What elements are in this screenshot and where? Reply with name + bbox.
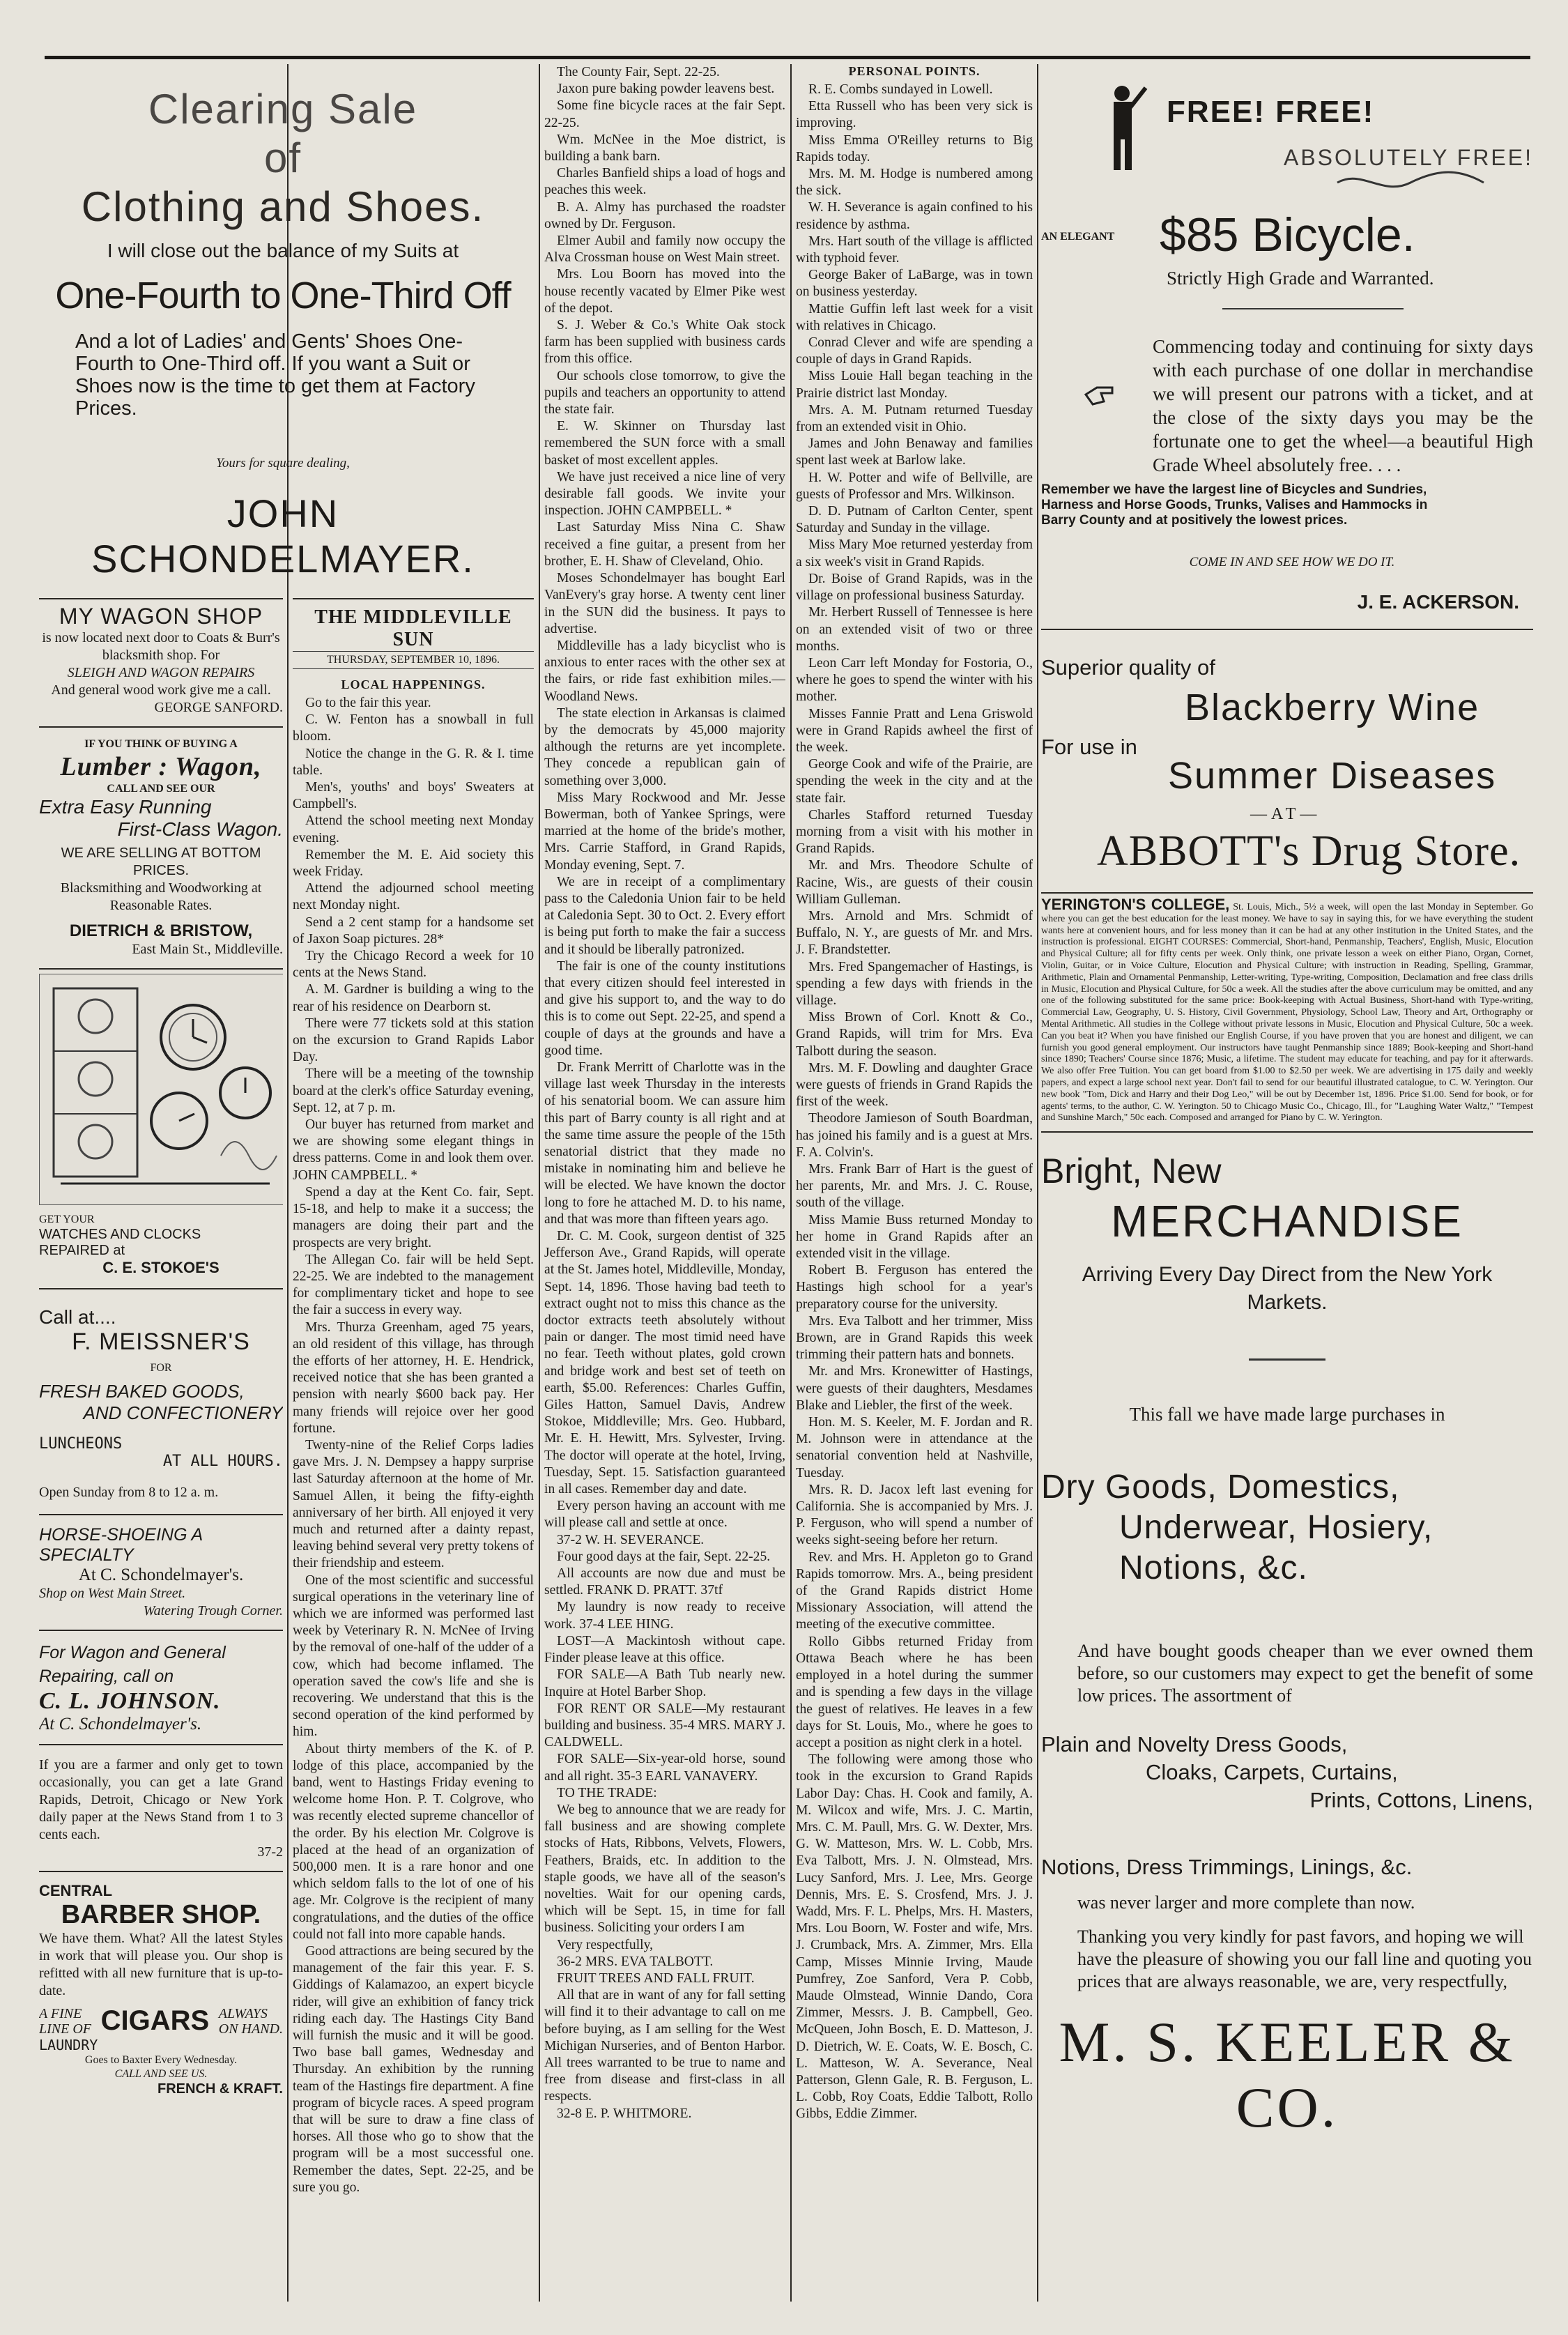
pointing-hand-icon <box>1083 378 1115 410</box>
college-ad <box>1041 894 1533 1131</box>
wine-title: Blackberry Wine <box>1185 687 1480 728</box>
news-paragraph: Miss Louie Hall began teaching in the Prairie district last Monday. <box>796 369 1033 401</box>
meissner-line: Open Sunday from 8 to 12 a. m. <box>39 1485 219 1500</box>
meissner-line: Call at.... <box>39 1306 116 1328</box>
flourish-icon <box>1334 169 1487 197</box>
news-paragraph: A. M. Gardner is building a wing to the rear of his residence on Dearborn st. <box>293 982 534 1014</box>
bicycle-body: Commencing today and continuing for sixty days with each purchase of one dollar in merchandise we will present our patrons with a ticket, and at the close of the sixty days you may be the fortunate one to get the wheel—a beautiful High Grade Wheel absolutely free. . . . <box>1153 336 1533 475</box>
news-paragraph: H. W. Potter and wife of Bellville, are guests of Professor and Mrs. Wilkinson. <box>796 470 1033 502</box>
news-paragraph: Very respectfully, <box>557 1937 654 1952</box>
news-paragraph: Mr. and Mrs. Kronewitter of Hastings, were guests of their daughters, Mesdames Blake and Liebler, the first of the week. <box>796 1364 1033 1413</box>
lumber-name: DIETRICH & BRISTOW, <box>69 921 253 940</box>
news-paragraph: Mr. Herbert Russell of Tennessee is here on an extended visit of two or three months. <box>796 605 1033 654</box>
news-paragraph: Our buyer has returned from market and we are showing some elegant things in dress patterns. Come in and look them over. JOHN CAMPBELL. * <box>293 1117 534 1183</box>
news-paragraph: Mattie Guffin left last week for a visit with relatives in Chicago. <box>796 301 1033 333</box>
news-paragraph: Mrs. Hart south of the village is afflicted with typhoid fever. <box>796 234 1033 266</box>
dry-goods-line: Dry Goods, Domestics, <box>1041 1469 1400 1506</box>
lumber-address: East Main St., Middleville. <box>132 942 283 957</box>
johnson-ad <box>39 1630 283 1738</box>
bright-new: Bright, New <box>1041 1151 1222 1191</box>
news-paragraph: Charles Stafford returned Tuesday morning from a visit with his mother in Grand Rapids. <box>796 807 1033 857</box>
meissner-ad <box>39 1288 283 1514</box>
arriving-line: Arriving Every Day Direct from the New York Markets. <box>1082 1263 1493 1315</box>
absolutely-free: ABSOLUTELY FREE! <box>1283 145 1533 170</box>
masthead: THE MIDDLEVILLE SUN <box>314 606 512 650</box>
right-ad-column <box>1041 64 1533 2314</box>
wagon-shop-line: is now located next door to Coats & Burr's blacksmith shop. For <box>42 630 280 663</box>
news-paragraph: Miss Mary Moe returned yesterday from a six week's visit in Grand Rapids. <box>796 537 1033 569</box>
news-paragraph: Miss Brown of Corl. Knott & Co., Grand Rapids, will trim for Mrs. Eva Talbott during the season. <box>796 1010 1033 1059</box>
clearing-sub: I will close out the balance of my Suits at <box>107 240 459 261</box>
wine-diseases: Summer Diseases <box>1168 755 1497 797</box>
wagon-shop-title: MY WAGON SHOP <box>59 604 263 629</box>
wine-line: Superior quality of <box>1041 655 1215 680</box>
news-paragraph: C. W. Fenton has a snowball in full bloom. <box>293 712 534 744</box>
wagon-shop-repairs: SLEIGH AND WAGON REPAIRS <box>67 665 255 680</box>
clearing-discount: One-Fourth to One-Third Off <box>55 275 511 316</box>
barber-line: CENTRAL <box>39 1882 113 1899</box>
news-paragraph: 36-2 MRS. EVA TALBOTT. <box>557 1954 714 1969</box>
news-paragraph: Mrs. Fred Spangemacher of Hastings, is spending a few days with friends in the village. <box>796 959 1033 1008</box>
local-happenings-text <box>293 695 534 2196</box>
clearing-signature: JOHN SCHONDELMAYER. <box>91 491 475 581</box>
clearing-heading-1: Clearing Sale <box>148 86 418 132</box>
local-happenings-column <box>293 598 534 2314</box>
news-paragraph: Rev. and Mrs. H. Appleton go to Grand Rapids tomorrow. Mrs. A., being president of the Grand Rapids district Home Missionary Association, will attend the meeting of the executive committee. <box>796 1549 1033 1632</box>
news-paragraph: FOR SALE—A Bath Tub nearly new. Inquire at Hotel Barber Shop. <box>544 1667 785 1699</box>
barber-line: Goes to Baxter Every Wednesday. <box>84 2054 238 2066</box>
news-paragraph: Elmer Aubil and family now occupy the Alva Crossman house on West Main street. <box>544 234 785 266</box>
news-paragraph: All that are in want of any for fall setting will find it to their advantage to call on me before buying, as I am selling for the West Michigan Nurseries, and of Benton Harbor. All trees warranted to be true to name and free from disease and first-class in all respects. <box>544 1988 785 2104</box>
personal-points-heading: PERSONAL POINTS. <box>848 64 981 78</box>
news-paragraph: Spend a day at the Kent Co. fair, Sept. 15-18, and help to make it a success; the managers are doing their part and the prospects are very bright. <box>293 1184 534 1250</box>
news-paragraph: Men's, youths' and boys' Sweaters at Campbell's. <box>293 780 534 812</box>
news-paragraph: Attend the adjourned school meeting next Monday night. <box>293 881 534 913</box>
meissner-for: FOR <box>150 1362 172 1374</box>
news-paragraph: Mrs. A. M. Putnam returned Tuesday from an extended visit in Ohio. <box>796 402 1033 435</box>
news-paragraph: Mrs. Frank Barr of Hart is the guest of her parents, Mr. and Mrs. J. C. Rouse, south of the village. <box>796 1162 1033 1211</box>
clearing-yours: Yours for square dealing, <box>216 456 350 470</box>
horse-line: HORSE-SHOEING A SPECIALTY <box>39 1525 203 1565</box>
wine-at: —AT— <box>1250 805 1321 823</box>
free-heading: FREE! FREE! <box>1167 95 1375 129</box>
news-paragraph: Rollo Gibbs returned Friday from Ottawa Beach where he has been employed in a hotel during the summer and is spending a few days in the village the guest of relatives. He leaves in a few days for St. Louis, Mo., where he goes to accept a position as night clerk in a hotel. <box>796 1634 1033 1750</box>
bicycle-remember: Remember we have the largest line of Bicycles and Sundries, Harness and Horse Goods, Trunks, Valises and Hammocks in Barry County and at positively the lowest prices. <box>1041 482 1428 528</box>
news-paragraph: D. D. Putnam of Carlton Center, spent Saturday and Sunday in the village. <box>796 504 1033 536</box>
news-paragraph: Middleville has a lady bicyclist who is anxious to enter races with the other sex at the fairs, or ride fast exhibition miles.—Woodland News. <box>544 638 785 704</box>
thanks-line: Thanking you very kindly for past favors, and hoping we will have the pleasure of showing you our fall line and quoting you prices that are always reasonable, we are, very respectfully, <box>1077 1927 1532 1992</box>
column-rule <box>539 64 540 2302</box>
news-paragraph: Mrs. M. M. Hodge is numbered among the sick. <box>796 167 1033 199</box>
news-paragraph: Mrs. M. F. Dowling and daughter Grace were guests of friends in Grand Rapids the first of the week. <box>796 1060 1033 1110</box>
column-rule <box>790 64 792 2302</box>
news-paragraph: B. A. Almy has purchased the roadster owned by Dr. Ferguson. <box>544 199 785 231</box>
wagon-shop-line: And general wood work give me a call. <box>51 682 271 698</box>
news-paragraph: FOR SALE—Six-year-old horse, sound and all right. 35-3 EARL VANAVERY. <box>544 1752 785 1784</box>
bicycle-heading: $85 Bicycle. <box>1160 208 1415 261</box>
news-paragraph: All accounts are now due and must be settled. FRANK D. PRATT. 37tf <box>544 1566 785 1598</box>
elegant-label: AN ELEGANT <box>1041 231 1115 243</box>
news-paragraph: LOST—A Mackintosh without cape. Finder please leave at this office. <box>544 1633 785 1666</box>
wagon-shop-ad <box>39 598 283 721</box>
cigar-text: LINE OF <box>39 2021 91 2037</box>
personal-points-text <box>796 82 1033 2123</box>
barber-line: CALL AND SEE US. <box>114 2068 208 2080</box>
news-paragraph: Hon. M. S. Keeler, M. F. Jordan and R. M. Johnson were in attendance at the senatorial convention held at Nashville, Tuesday. <box>796 1415 1033 1480</box>
bicycle-come: COME IN AND SEE HOW WE DO IT. <box>1189 555 1395 569</box>
news-paragraph: Mrs. R. D. Jacox left last evening for California. She is accompanied by Mrs. J. P. Ferguson, who will spend a number of weeks sight-seeing before her return. <box>796 1482 1033 1548</box>
news-paragraph: There will be a meeting of the township board at the clerk's office Saturday evening, Sept. 12, at 7 p. m. <box>293 1066 534 1115</box>
news-paragraph: Wm. McNee in the Moe district, is building a bank barn. <box>544 132 785 164</box>
cigars-row <box>39 2005 283 2037</box>
news-paragraph: Every person having an account with me will please call and settle at once. <box>544 1499 785 1531</box>
cigars-word: CIGARS <box>100 2005 210 2036</box>
news-paragraph: About thirty members of the K. of P. lodge of this place, accompanied by the band, went to Hastings Friday evening to welcome home Hon. P. T. Colgrove, who was recently elected supreme chancellor of the order. By his election Mr. Colgrove is placed at the head of an organization of 500,000 men. It is a rare honor and one which seldom falls to the lot of one of his age. Mr. Colgrove is the recipient of many congratulations, and the duties of the office could not fall into more capable hands. <box>293 1741 534 1942</box>
wagon-shop-signature: GEORGE SANFORD. <box>154 700 283 715</box>
news-paragraph: The County Fair, Sept. 22-25. <box>557 65 720 79</box>
news-paragraph: Robert B. Ferguson has entered the Hastings high school for a year's preparatory course for the university. <box>796 1263 1033 1312</box>
johnson-name: C. L. JOHNSON. <box>39 1688 221 1714</box>
lumber-line: Extra Easy Running <box>39 796 212 818</box>
meissner-line: AND CONFECTIONERY <box>83 1402 283 1423</box>
crier-figure-icon <box>1100 84 1148 174</box>
barber-title: BARBER SHOP. <box>61 1900 261 1929</box>
barber-body: We have them. What? All the latest Styles in work that will please you. Our shop is refitted with all new furniture that is up-to-date. <box>39 1931 283 1998</box>
news-paragraph: One of the most scientific and successful surgical operations in the veterinary line of which we are informed was performed last week by Veterinary R. N. McNee of Irving by the removal of one-half of the udder of a cow, which had become inflamed. The operation saved the cow's life and she is recovering. We understand that this is the second operation of the kind performed by him. <box>293 1572 534 1740</box>
news-paragraph: Moses Schondelmayer has bought Earl VanEvery's gray horse. A twenty cent liner in the SUN did the business. It pays to advertise. <box>544 571 785 636</box>
news-paragraph: Remember the M. E. Aid society this week Friday. <box>293 847 534 880</box>
news-paragraph: Mrs. Arnold and Mrs. Schmidt of Buffalo, N. Y., are guests of Mr. and Mrs. J. F. Brandstetter. <box>796 908 1033 958</box>
news-paragraph: Twenty-nine of the Relief Corps ladies gave Mrs. J. N. Dempsey a happy surprise last Saturday afternoon at the home of Mr. Samuel Allen, it being the fifty-eighth anniversary of her birth. All enjoyed it very much and returned after a dainty repast, leaving behind several very pretty tokens of their friendship and esteem. <box>293 1437 534 1571</box>
news-paragraph: Mrs. Thurza Greenham, aged 75 years, an old resident of this village, has through the efforts of her attorney, H. E. Hendrick, received notice that she has been granted a pension with nearly $600 back pay. Her many friends will rejoice over her good fortune. <box>293 1319 534 1436</box>
bicycle-signature: J. E. ACKERSON. <box>1357 591 1519 613</box>
news-paragraph: S. J. Weber & Co.'s White Oak stock farm has been supplied with business cards from this office. <box>544 318 785 367</box>
news-paragraph: Mr. and Mrs. Theodore Schulte of Racine, Wis., are guests of their cousin William Gulleman. <box>796 858 1033 907</box>
keeler-signature: M. S. KEELER & CO. <box>1059 2010 1516 2140</box>
local-notes-column <box>544 64 785 2314</box>
news-paragraph: George Cook and wife of the Prairie, are spending the week in the city and at the state fair. <box>796 757 1033 806</box>
lumber-line: IF YOU THINK OF BUYING A <box>84 738 238 750</box>
news-paragraph: Miss Mamie Buss returned Monday to her home in Grand Rapids after an extended visit in the village. <box>796 1212 1033 1262</box>
lumber-line: Blacksmithing and Woodworking at Reasonable Rates. <box>60 880 262 913</box>
farmer-ad <box>39 1744 283 1865</box>
news-paragraph: Notice the change in the G. R. & I. time table. <box>293 746 534 778</box>
news-paragraph: Leon Carr left Monday for Fostoria, O., where he goes to spend the winter with his mother. <box>796 655 1033 705</box>
meissner-line: FRESH BAKED GOODS, <box>39 1381 245 1402</box>
news-paragraph: We beg to announce that we are ready for fall business and are showing complete stocks of Hats, Ribbons, Velvets, Flowers, Feathers, Braids, etc. In addition to the staple goods, we have all of the season's novelties. Wait for our opening cards, which will be Sept. 15, in time for fall business. Soliciting your orders I am <box>544 1802 785 1936</box>
dry-goods-line: Notions, &c. <box>1119 1549 1308 1587</box>
cigar-text: A FINE <box>39 2005 82 2021</box>
lumber-line: WE ARE SELLING AT BOTTOM PRICES. <box>61 845 261 878</box>
news-paragraph: My laundry is now ready to receive work. 37-4 LEE HING. <box>544 1600 785 1632</box>
meissner-name: F. MEISSNER'S <box>72 1329 250 1355</box>
news-paragraph: Dr. C. M. Cook, surgeon dentist of 325 Jefferson Ave., Grand Rapids, will operate at the St. James hotel, Middleville, Monday, Sept. 14, 1896. Those having bad teeth to extract ought not to miss this chance as the doctor extracts teeth absolutely without pain or danger. The most timid need have no fear. Teeth without plates, gold crown and bridge work and best set of teeth on earth, $5.00. References: Charles Guffin, Giles Hatton, Samuel Davis, Andrew Stokoe, Middleville; Mrs. Geo. Hubbard, Mr. E. H. Hewitt, Mrs. Sylvester, Irving. The doctor will operate at the hotel, Irving, Tuesday, Sept. 15. Satisfaction guaranteed in all cases. Remember day and date. <box>544 1229 785 1497</box>
cigar-text: ON HAND. <box>218 2021 283 2037</box>
news-paragraph: 32-8 E. P. WHITMORE. <box>557 2106 692 2121</box>
news-paragraph: R. E. Combs sundayed in Lowell. <box>808 82 993 97</box>
news-paragraph: Mrs. Lou Boorn has moved into the house recently vacated by Elmer Pike west of the depot. <box>544 267 785 316</box>
news-paragraph: The fair is one of the county institutions that every citizen should feel interested in and give his support to, and the way to do this is to come out Sept. 22-25, and spend a couple of days at the grounds and have a good time. <box>544 958 785 1058</box>
watch-line: GET YOUR <box>39 1214 95 1225</box>
lumber-line: First-Class Wagon. <box>117 818 283 840</box>
news-paragraph: Jaxon pure baking powder leavens best. <box>557 82 775 97</box>
personal-points-column <box>796 64 1033 2314</box>
news-paragraph: W. H. Severance is again confined to his residence by asthma. <box>796 200 1033 232</box>
local-notes-text <box>544 64 785 2122</box>
news-paragraph: The following were among those who took in the excursion to Grand Rapids Labor Day: Chas. H. Cook and family, A. M. Wilcox and wife, Mrs. J. C. Martin, Mrs. C. M. Paull, Mrs. G. W. Dexter, Mrs. G. W. Matteson, Mrs. W. L. Cobb, Mrs. Eva Talbott, Mrs. J. N. Olmstead, Mrs. Lucy Sanford, Mrs. J. Lee, Mrs. George Dennis, Mrs. E. S. Crosfend, Mrs. J. J. Wadd, Mrs. F. L. Phelps, Mrs. H. Masters, Mrs. Lou Boorn, W. Foster and wife, Mrs. J. Crumback, Mrs. A. Zimmer, Mrs. Ella Camp, Misses Minnie Irving, Maude Pumfrey, Zoe Sanford, Vera P. Cobb, Maude Olmstead, Winnie Dando, Cora Zimmer, Messrs. J. B. Campbell, Geo. McQueen, John Bosch, E. D. Matteson, J. D. Dietrich, W. E. Coats, W. E. Bosch, C. L. Matteson, W. A. Severance, Neal Patterson, Glenn Gale, R. B. Ferguson, L. L. Cobb, Roy Coats, Eddie Talbott, Rollo Gibbs, Eddie Zimmer. <box>796 1752 1033 2122</box>
johnson-line: At C. Schondelmayer's. <box>39 1715 202 1733</box>
news-paragraph: Some fine bicycle races at the fair Sept. 22-25. <box>544 98 785 130</box>
news-paragraph: The Allegan Co. fair will be held Sept. 22-25. We are indebted to the management for complimentary ticket and hope to see the fair a success in every way. <box>293 1252 534 1318</box>
news-paragraph: Misses Fannie Pratt and Lena Griswold were in Grand Rapids awheel the first of the week. <box>796 706 1033 755</box>
news-paragraph: Go to the fair this year. <box>305 696 431 710</box>
news-paragraph: Mrs. Eva Talbott and her trimmer, Miss Brown, are in Grand Rapids this week trimming their pattern hats and bonnets. <box>796 1313 1033 1363</box>
lumber-line: CALL AND SEE OUR <box>107 783 215 795</box>
lumber-title: Lumber : Wagon, <box>60 752 262 781</box>
merchandise-heading: MERCHANDISE <box>1111 1196 1463 1247</box>
column-rule <box>1037 64 1038 2302</box>
meissner-line: AT ALL HOURS. <box>162 1453 283 1470</box>
news-paragraph: Try the Chicago Record a week for 10 cents at the News Stand. <box>293 949 534 981</box>
news-paragraph: Miss Mary Rockwood and Mr. Jesse Bowerman, both of Yankee Springs, were married at the home of the bride's mother, Mrs. Carrie Stafford, in Grand Rapids, Monday evening, Sept. 7. <box>544 790 785 873</box>
news-paragraph: FOR RENT OR SALE—My restaurant building and business. 35-4 MRS. MARY J. CALDWELL. <box>544 1701 785 1750</box>
watch-line: REPAIRED at <box>39 1243 125 1258</box>
goods-line: Cloaks, Carpets, Curtains, <box>1146 1760 1398 1785</box>
horse-line: Watering Trough Corner. <box>143 1603 283 1618</box>
news-paragraph: Send a 2 cent stamp for a handsome set of Jaxon Soap pictures. 28* <box>293 914 534 947</box>
wine-line: For use in <box>1041 735 1137 759</box>
news-paragraph: TO THE TRADE: <box>557 1785 657 1800</box>
dateline: THURSDAY, SEPTEMBER 10, 1896. <box>293 651 534 669</box>
news-paragraph: Last Saturday Miss Nina C. Shaw received a fine guitar, a present from her brother, E. H. Shaw of Cleveland, Ohio. <box>544 520 785 569</box>
horse-line: Shop on West Main Street. <box>39 1586 186 1601</box>
watch-repair-ad <box>39 968 283 1281</box>
goods-line: Notions, Dress Trimmings, Linings, &c. <box>1041 1855 1413 1880</box>
clearing-heading-3: Clothing and Shoes. <box>81 183 485 230</box>
bicycle-grade: Strictly High Grade and Warranted. <box>1167 268 1434 289</box>
news-paragraph: Good attractions are being secured by the management of the fair this year. F. S. Giddings of Kalamazoo, an expert bicycle rider, will give an exhibition of fancy trick riding each day. The Hastings City Band will furnish the music and it will be good. Two base ball games, Wednesday and Thursday. An exhibition by the running team of the Hastings fire department. A fine program of bicycle races. A speed program that will be sure to draw a fine class of horses. All those who go to show that the program will be a most successful one. Remember the dates, Sept. 22-25, and be sure you go. <box>293 1944 534 2195</box>
laundry-word: LAUNDRY <box>39 2037 98 2053</box>
news-paragraph: Our schools close tomorrow, to give the pupils and teachers an opportunity to attend the state fair. <box>544 368 785 418</box>
goods-line: Prints, Cottons, Linens, <box>1309 1788 1533 1813</box>
news-paragraph: Theodore Jamieson of South Boardman, has joined his family and is a guest at Mrs. F. A. Colvin's. <box>796 1111 1033 1160</box>
news-paragraph: Charles Banfield ships a load of hogs and peaches this week. <box>544 166 785 198</box>
keeler-ad <box>1041 1151 1533 2141</box>
johnson-line: For Wagon and General Repairing, call on <box>39 1643 226 1686</box>
news-paragraph: Miss Emma O'Reilley returns to Big Rapids today. <box>796 132 1033 164</box>
dry-goods-line: Underwear, Hosiery, <box>1119 1509 1434 1547</box>
news-paragraph: Four good days at the fair, Sept. 22-25. <box>557 1549 771 1564</box>
horse-shoeing-ad <box>39 1514 283 1624</box>
college-body: St. Louis, Mich., 5½ a week, will open the last Monday in September. Go where you can get the best education for the least money. We have to say in saying this, for we have everything the student wants here at convenient hours, and for less money than it can be had at any other institution in the United States, and the instruction is professional. EIGHT COURSES: Commercial, Short-hand, Penmanship, Teachers', English, Music, Elocution and Physical Culture; all for fifty cents per week. Only think, one private lesson a week on either Piano, Organ, Cornet, Violin, Guitar, or in Voice Culture, Elocution and Physical Culture; with instruction in Reading, Spelling, Grammar, Arithmetic, Plain and Ornamental Penmanship, Letter-writing, Type-writing, Composition, Declamation and free class drills in Music, Elocution and Physical Culture, for 50c a week. All the studies after the above curriculum may be omitted, and any one of the following substituted for the same price: Book-keeping with Actual Business, Short-hand with Type-writing, Commercial Law, Geography, U. S. History, Civil Government, Physiology, School Law, Theory and Art, Orthography or Mental Arithmetic. All studies in the College without private lessons in Music, Elocution and Physical Culture, 50c a week. Can you beat it? When you have finished our English Course, if you have proven that you are honest and diligent, we can furnish you good general employment. Our instructors have taught Penmanship since 1889; Book-keeping and Short-hand since 1890; Teachers' Course since 1876; Music, a lifetime. The student may educate for teaching, and pay for it afterwards. We also offer Free Tuition. You can get board from $1.00 to $2.50 per week. We are advertising in 175 daily and weekly papers, and expect a large school next year. Don't fail to send for our beautiful illustrated catalogue, to C. W. Yerington. Our new book "Tom, Dick and Harry and their Dog Leo," will be out by December 1st, 1896. Price $1.00. Send for book, or for agents' terms, to the author, C. W. Yerington. 50 to Chicago Music Co., Chicago, Ill., for "Laughing Water Waltz," "Tempest and Sunshine March," 50c each. Composed and arranged for Piano by C. W. Yerington. <box>1041 902 1533 1124</box>
college-title: YERINGTON'S COLLEGE, <box>1041 896 1230 913</box>
cheaper-line: And have bought goods cheaper than we ever owned them before, so our customers may expect to get the benefit of some low prices. The assortment of <box>1077 1641 1533 1706</box>
ad-rule <box>1041 1131 1533 1133</box>
this-fall: This fall we have made large purchases in <box>1129 1404 1445 1425</box>
news-paragraph: We have just received a nice line of very desirable fall goods. We invite your inspection. JOHN CAMPBELL. * <box>544 469 785 519</box>
lumber-wagon-ad <box>39 726 283 963</box>
news-paragraph: Dr. Frank Merritt of Charlotte was in the village last week Thursday in the interests of his senatorial boom. We can assure him this part of Barry county is all right and at the same time assure the people of the 15th senatorial district that they made no mistake in nominating him and believe he will be elected. We have known the doctor long to fore he attached M. D. to his name, and that was more than fifteen years ago. <box>544 1059 785 1227</box>
cigar-text: ALWAYS <box>218 2005 268 2021</box>
wine-ad <box>1041 630 1533 892</box>
news-paragraph: Etta Russell who has been very sick is improving. <box>796 99 1033 131</box>
horse-line: At C. Schondelmayer's. <box>78 1565 244 1584</box>
farmer-body: If you are a farmer and only get to town occasionally, you can get a late Grand Rapids, Detroit, Chicago or New York daily paper at the News Stand from 1 to 3 cents each. <box>39 1757 283 1842</box>
local-happenings-heading: LOCAL HAPPENINGS. <box>341 677 486 691</box>
news-paragraph: James and John Benaway and families spent last week at Barlow lake. <box>796 436 1033 468</box>
never-line: was never larger and more complete than now. <box>1077 1892 1415 1913</box>
farmer-num: 37-2 <box>257 1844 283 1860</box>
clearing-body: And a lot of Ladies' and Gents' Shoes One-Fourth to One-Third off. If you want a Suit or Shoes now is the time to get them at Factory Prices. <box>75 330 475 420</box>
barber-shop-ad <box>39 1871 283 2102</box>
news-paragraph: Conrad Clever and wife are spending a couple of days in Grand Rapids. <box>796 335 1033 367</box>
news-paragraph: FRUIT TREES AND FALL FRUIT. <box>557 1970 755 1986</box>
watch-line: WATCHES AND CLOCKS <box>39 1227 201 1242</box>
news-paragraph: 37-2 W. H. SEVERANCE. <box>557 1532 705 1547</box>
news-paragraph: George Baker of LaBarge, was in town on business yesterday. <box>796 268 1033 300</box>
masthead-rule <box>293 598 534 599</box>
meissner-line: LUNCHEONS <box>39 1435 123 1453</box>
bicycle-divider <box>1222 308 1404 309</box>
clearing-sale-ad <box>33 64 532 581</box>
small-ads-column <box>39 598 283 2314</box>
top-rule <box>45 56 1530 59</box>
barber-signature: FRENCH & KRAFT. <box>157 2081 283 2097</box>
news-paragraph: E. W. Skinner on Thursday last remembered the SUN force with a small basket of most excellent apples. <box>544 419 785 468</box>
news-paragraph: We are in receipt of a complimentary pass to the Caledonia Union fair to be held at Caledonia Sept. 30 to Oct. 2. Every effort is being put forth to make the fair a success and it should be liberally patronized. <box>544 874 785 957</box>
news-paragraph: There were 77 tickets sold at this station on the excursion to Grand Rapids Labor Day. <box>293 1016 534 1065</box>
clearing-heading-2: of <box>263 135 302 181</box>
abbott-drug-store: ABBOTT's Drug Store. <box>1097 827 1521 875</box>
news-paragraph: Attend the school meeting next Monday evening. <box>293 813 534 845</box>
news-paragraph: The state election in Arkansas is claimed by the democrats by 45,000 majority although the returns are yet incomplete. They concede a republican gain of something over 3,000. <box>544 705 785 788</box>
watch-name: C. E. STOKOE'S <box>102 1259 220 1276</box>
bicycle-ad <box>1041 64 1533 629</box>
clock-shop-illustration <box>39 974 283 1205</box>
merch-divider <box>1249 1358 1325 1361</box>
news-paragraph: Dr. Boise of Grand Rapids, was in the village on professional business Saturday. <box>796 571 1033 604</box>
goods-line: Plain and Novelty Dress Goods, <box>1041 1732 1348 1757</box>
